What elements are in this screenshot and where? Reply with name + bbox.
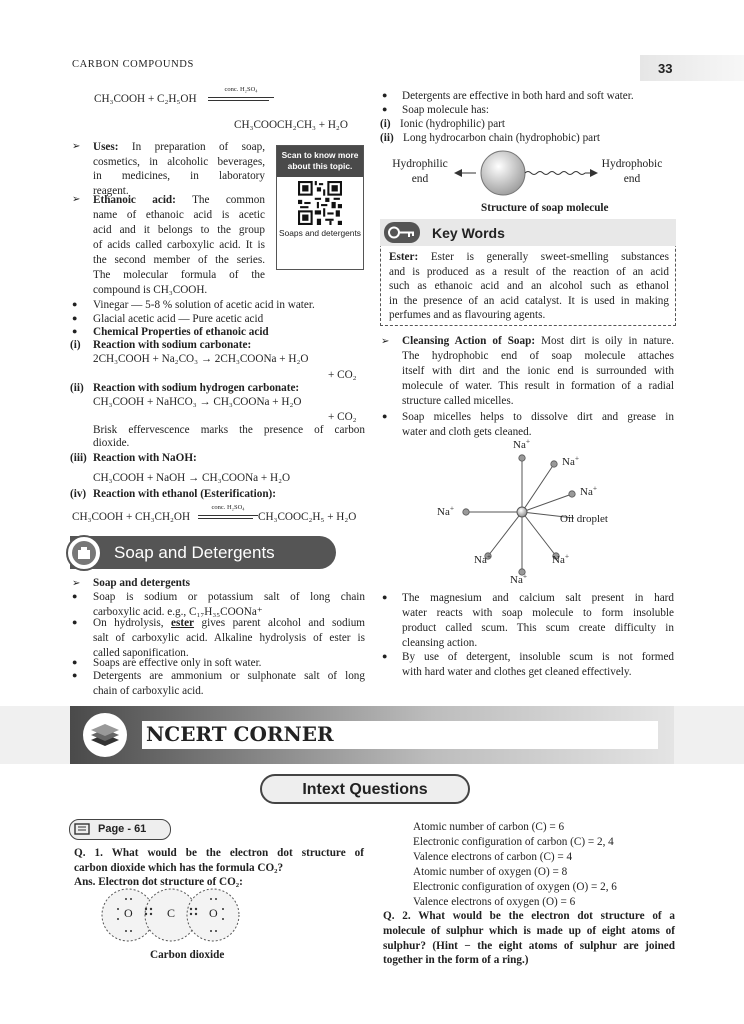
key-icon [384, 222, 420, 243]
na-text: Na [513, 439, 526, 451]
soap-b2-pre: On hydrolysis, [93, 617, 172, 629]
reaction-4-arrow [198, 504, 258, 519]
q2-line: Q. 2. What would be the electron dot structure of a [383, 910, 675, 922]
det-line: By use of detergent, insoluble scum is not formed [402, 651, 674, 663]
reaction-3-title: Reaction with NaOH: [93, 452, 197, 464]
ester-label: Ester: [389, 251, 419, 263]
atom-carbon: C [167, 906, 176, 920]
eq1-arrow [208, 86, 274, 101]
banner-badge-icon [66, 535, 102, 571]
fact-line: Electronic configuration of oxygen (O) = 2, 6 [413, 881, 617, 893]
ethanoic-line: The molecular formula of the [93, 269, 265, 281]
eq1-reactants: CH₃COOH + C₂H₅OH [94, 93, 197, 105]
reaction-2-equation-cont: + CO₂ [328, 411, 357, 423]
key-words-header [380, 219, 676, 246]
uses-paragraph [93, 140, 265, 198]
arrow-bullet-icon: ➢ [72, 578, 81, 589]
reaction-2-note: Brisk effervescence marks the presence of carbon [93, 424, 365, 436]
reaction-1-title: Reaction with sodium carbonate: [93, 339, 252, 351]
hydrophilic-end: end [411, 173, 429, 186]
reaction-3-equation: CH₃COOH + NaOH → CH₃COONa + H₂O [93, 472, 291, 484]
fact-line: Electronic configuration of carbon (C) = 2, 4 [413, 836, 614, 848]
uses-label: Uses: [93, 141, 119, 153]
detergent-paragraph [402, 650, 674, 680]
intext-questions-heading: Intext Questions [260, 774, 470, 804]
bullet-icon: ● [72, 326, 78, 336]
na-text: Na [510, 574, 523, 586]
q1-line: carbon dioxide which has the formula CO₂? [74, 861, 284, 874]
arrow-bullet-icon: ➢ [72, 194, 81, 205]
eq1-products: CH₃COOCH₂CH₃ + H₂O [234, 119, 348, 131]
part-2-label: (ii) [380, 132, 394, 144]
hydrophilic-text: Hydrophilic [392, 158, 448, 170]
eq1-catalyst: conc. H₂SO₄ [224, 86, 258, 93]
uses-line: cosmetics, in alcoholic beverages, [93, 155, 265, 168]
qr-code-icon [277, 181, 363, 225]
na-text: Na [474, 554, 487, 566]
hard-line: product called scum. This scum create difficulty in [402, 622, 674, 634]
chemical-properties-heading: Chemical Properties of ethanoic acid [93, 326, 269, 338]
bullet-icon: ● [382, 104, 388, 114]
bullet-icon: ● [72, 591, 78, 601]
soap-b2-line: salt of carboxylic acid. Alkaline hydrolysis of ester is [93, 631, 365, 644]
reaction-4-catalyst: conc. H₂SO₄ [211, 504, 245, 511]
q2-line: sulphur? (Hint − the eight atoms of sulphur are joined [383, 939, 675, 952]
bullet-icon: ● [72, 670, 78, 680]
ethanoic-line: The common [192, 194, 265, 206]
reaction-1-label: (i) [70, 339, 81, 351]
atom-oxygen-right: O [209, 906, 218, 920]
soap-bullet-2 [93, 616, 365, 660]
na-text: Na [580, 486, 593, 498]
mic-line: water and cloth gets cleaned. [402, 425, 532, 438]
reaction-4-label: (iv) [70, 488, 87, 500]
na-ion-label: Na+ [552, 551, 570, 566]
bullet-icon: ● [382, 411, 388, 421]
scan-text: Scan to know more about this topic. [277, 146, 363, 177]
scan-caption [277, 228, 363, 239]
soap-banner-title: Soap and Detergents [114, 543, 275, 562]
soap-bullet-3: Soaps are effective only in soft water. [93, 657, 262, 669]
arrow-bullet-icon: ➢ [72, 141, 81, 152]
detergent-effective-line: Detergents are effective in both hard and soft water. [402, 90, 634, 102]
clean-line: itself with dirt and the ionic end is surrounded with [402, 365, 674, 377]
page-book-icon [74, 822, 90, 841]
na-ion-label: Na+ [513, 436, 531, 451]
page-tag-text: Page - 61 [98, 823, 147, 835]
na-ion-label: Na+ [437, 503, 455, 518]
kw-line: in the presence of an acid catalyst. It is used in making [389, 294, 669, 307]
soap-b2-rest: gives parent alcohol and sodium [194, 617, 365, 629]
kw-line: and is produced as a result of the reaction of an acid [389, 265, 669, 278]
hard-line: The magnesium and calcium salt present in hard [402, 592, 674, 604]
ester-definition [389, 250, 669, 323]
question-2 [383, 909, 675, 968]
q1-line: Q. 1. What would be the electron dot structure of [74, 847, 364, 859]
ethanoic-label: Ethanoic acid: [93, 194, 176, 206]
na-text: Na [437, 506, 450, 518]
bullet-icon: ● [72, 657, 78, 667]
reaction-1-equation-cont: + CO₂ [328, 369, 357, 381]
equation-ester-formation [94, 92, 197, 107]
structure-caption: Structure of soap molecule [481, 202, 609, 214]
na-text: Na [552, 554, 565, 566]
fact-line: Atomic number of carbon (C) = 6 [413, 821, 565, 833]
fact-line: Valence electrons of oxygen (O) = 6 [413, 896, 576, 908]
micelle-paragraph [402, 410, 674, 440]
uses-line: in medicines, in laboratory [93, 170, 265, 183]
arrow-bullet-icon: ➢ [381, 336, 390, 347]
na-text: Na [562, 456, 575, 468]
book-stack-icon [77, 712, 133, 758]
answer-1-intro: Ans. Electron dot structure of CO₂: [74, 876, 243, 888]
atomic-facts [413, 820, 617, 910]
kw-line: Ester is generally sweet-smelling substances [430, 251, 670, 263]
reaction-2-note-cont: dioxide. [93, 437, 130, 449]
vinegar-line: Vinegar — 5-8 % solution of acetic acid in water. [93, 299, 315, 311]
ethanoic-line: compound is CH₃COOH. [93, 284, 208, 296]
soap-bullet-4 [93, 669, 365, 699]
part-1-text: Ionic (hydrophilic) part [400, 118, 506, 130]
running-header: CARBON COMPOUNDS [72, 59, 194, 70]
glacial-line: Glacial acetic acid — Pure acetic acid [93, 313, 264, 325]
kw-line: perfumes and as flavouring agents. [389, 309, 546, 322]
cleansing-label: Cleansing Action of Soap: [402, 335, 536, 347]
part-1-label: (i) [380, 118, 391, 130]
ethanoic-line: name of ethanoic acid is acetic [93, 209, 265, 221]
reaction-2-label: (ii) [70, 382, 84, 394]
fact-line: Atomic number of oxygen (O) = 8 [413, 866, 568, 878]
na-ion-label: Na+ [580, 483, 598, 498]
uses-line: reagent. [93, 184, 129, 197]
na-ion-label: Na+ [510, 571, 528, 586]
bullet-icon: ● [382, 651, 388, 661]
na-ion-label: Na+ [562, 453, 580, 468]
clean-line: Most dirt is oily in nature. [541, 335, 674, 347]
co2-caption: Carbon dioxide [150, 949, 225, 961]
soap-b4-line: Detergents are ammonium or sulphonate salt of long [93, 670, 365, 682]
reaction-3-label: (iii) [70, 452, 87, 464]
part-2-text: Long hydrocarbon chain (hydrophobic) part [403, 132, 600, 144]
reaction-2-equation: CH₃COOH + NaHCO₃ → CH₃COONa + H₂O [93, 396, 302, 408]
soap-detergents-banner [70, 536, 336, 569]
bullet-icon: ● [382, 592, 388, 602]
reaction-2-title: Reaction with sodium hydrogen carbonate: [93, 382, 300, 394]
hydrophobic-text: Hydrophobic [601, 158, 663, 170]
soap-b1-line: Soap is sodium or potassium salt of long chain [93, 591, 365, 603]
ethanoic-paragraph [93, 193, 265, 298]
fact-line: Valence electrons of carbon (C) = 4 [413, 851, 573, 863]
soap-b4-line: chain of carboxylic acid. [93, 684, 204, 697]
ethanoic-line: acid and it belongs to the group [93, 224, 265, 236]
bullet-icon: ● [72, 313, 78, 323]
bullet-icon: ● [382, 90, 388, 100]
hydrophobic-label [594, 157, 670, 187]
page-number: 33 [640, 55, 744, 81]
na-ion-label: Na+ [474, 551, 492, 566]
qr-scan-box[interactable] [276, 145, 364, 270]
ethanoic-line: of acids called carboxylic acid. It is [93, 239, 265, 251]
cleansing-paragraph [402, 334, 674, 409]
hard-line: water reacts with soap molecule to form insoluble [402, 607, 674, 619]
clean-line: structure called micelles. [402, 395, 514, 407]
reaction-4-reactants: CH₃COOH + CH₃CH₂OH [72, 511, 191, 523]
reaction-4-products: CH₃COOC₂H₅ + H₂O [258, 511, 357, 523]
kw-line: such as ethanoic acid and an alcohol such as ethanol [389, 280, 669, 293]
ethanoic-line: the second member of the series. [93, 254, 265, 266]
det-line: with hard water and clothes get cleaned effectively. [402, 665, 632, 678]
atom-oxygen-left: O [124, 906, 133, 920]
ncert-corner-title: NCERT CORNER [146, 722, 334, 746]
soap-subheading: Soap and detergents [93, 577, 190, 589]
q2-line: molecule of sulphur which is made up of eight atoms of [383, 924, 675, 937]
hydrophilic-label [388, 157, 452, 187]
bullet-icon: ● [72, 617, 78, 627]
key-words-title: Key Words [432, 225, 505, 241]
hard-line: cleansing action. [402, 637, 478, 649]
hydrophobic-end: end [623, 173, 641, 186]
scan-caption-text: Soaps and detergents [279, 227, 361, 238]
oil-droplet-label: Oil droplet [560, 513, 608, 525]
q2-line: together in the form of a ring.) [383, 954, 529, 967]
question-1 [74, 846, 364, 876]
soap-b2-line: called saponification. [93, 646, 189, 659]
reaction-4-title: Reaction with ethanol (Esterification): [93, 488, 277, 500]
reaction-1-equation: 2CH₃COOH + Na₂CO₃ → 2CH₃COONa + H₂O [93, 353, 309, 365]
mic-line: Soap micelles helps to dissolve dirt and grease in [402, 411, 674, 423]
bullet-icon: ● [72, 299, 78, 309]
soap-molecule-has: Soap molecule has: [402, 104, 489, 116]
clean-line: molecule of water. This result in formation of a radial [402, 380, 674, 392]
hard-water-paragraph [402, 591, 674, 651]
clean-line: The hydrophobic end of soap molecule attaches [402, 350, 674, 362]
soap-b1-line: carboxylic acid. e.g., C₁₇H₃₅COONa⁺ [93, 605, 263, 618]
uses-line: In preparation of soap, [131, 141, 265, 153]
ester-link[interactable]: ester [171, 617, 195, 629]
